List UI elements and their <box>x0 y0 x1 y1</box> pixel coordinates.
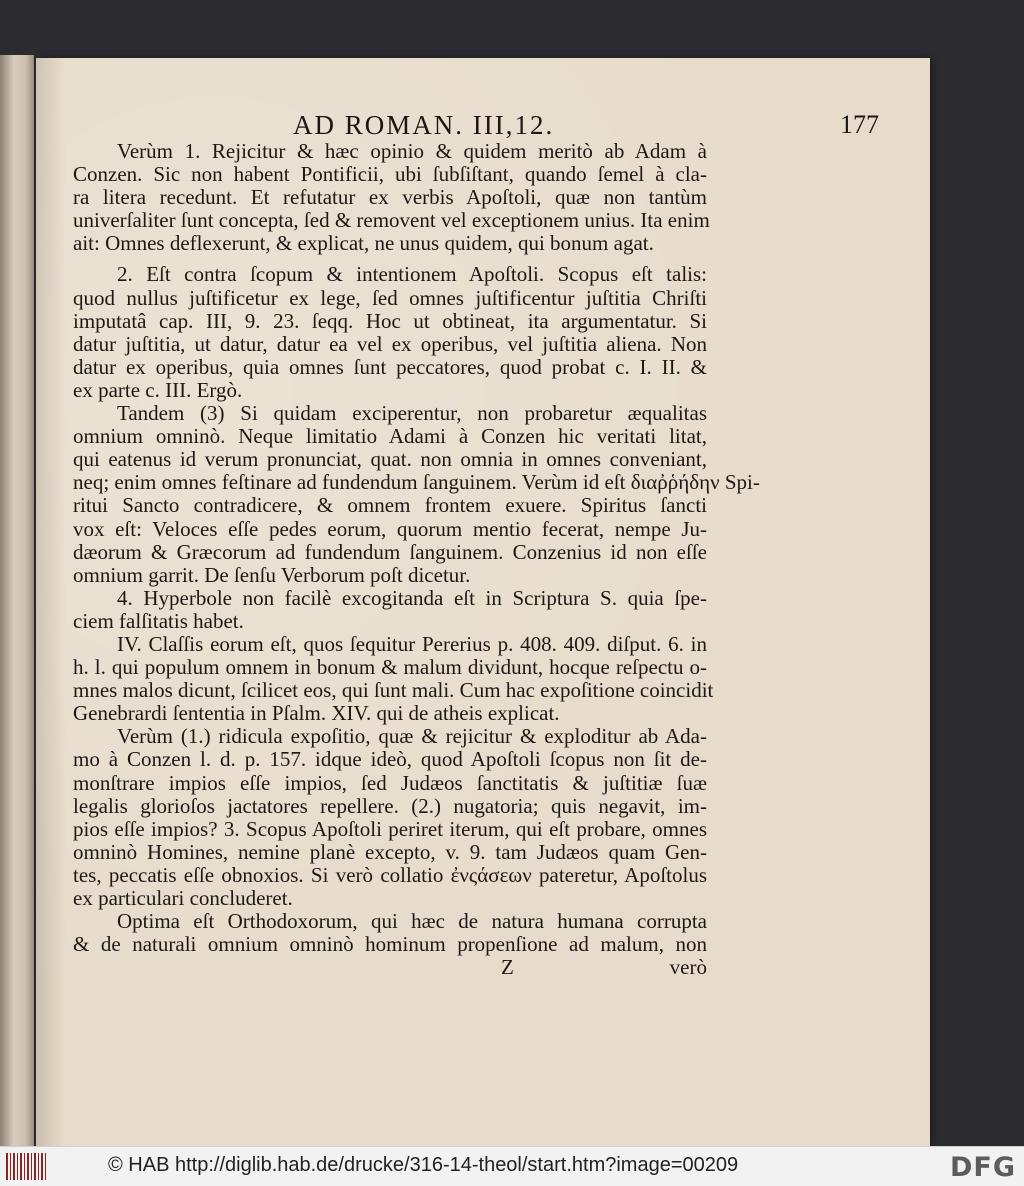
paragraph <box>73 587 707 633</box>
signature-mark: Z <box>501 955 514 980</box>
catchword-row <box>73 956 707 982</box>
footer-copyright-url[interactable]: © HAB http://diglib.hab.de/drucke/316-14-theol/start.htm?image=00209 <box>108 1154 739 1176</box>
text-line: Tandem (3) Si quidam exciperentur, non probaretur æqualitas <box>117 401 707 426</box>
book-page <box>36 58 930 1146</box>
text-line: Optima eſt Orthodoxorum, qui hæc de natura humana corrupta <box>117 909 707 934</box>
catchword: verò <box>669 955 707 980</box>
text-line: ait: Omnes deflexerunt, & explicat, ne unus quidem, qui bonum agat. <box>73 231 654 256</box>
text-line: ex parte c. III. Ergò. <box>73 377 243 402</box>
text-line: datur ex operibus, quia omnes ſunt peccatores, quod probat c. I. II. & <box>73 354 707 379</box>
text-line: imputatâ cap. III, 9. 23. ſeqq. Hoc ut obtineat, ita argumentatur. Si <box>73 308 707 333</box>
dfg-logo: DFG <box>949 1152 1016 1183</box>
text-line: ex particulari concluderet. <box>73 886 293 910</box>
text-line: Verùm (1.) ridicula expoſitio, quæ & rejicitur & exploditur ab Ada- <box>117 724 707 749</box>
text-line: legalis glorioſos jactatores repellere. (2.) nugatoria; quis negavit, im- <box>73 793 707 818</box>
text-line: dæorum & Græcorum ad fundendum ſanguinem. Conzenius id non eſſe <box>73 539 707 564</box>
text-line: ritui Sancto contradicere, & omnem frontem exuere. Spiritus ſancti <box>73 493 707 518</box>
header-title: AD ROMAN. III,12. <box>293 110 555 140</box>
running-head <box>255 110 885 142</box>
text-line: datur juſtitia, ut datur, datur ea vel ex operibus, vel juſtitia aliena. Non <box>73 331 707 356</box>
text-line: pios eſſe impios? 3. Scopus Apoſtoli periret iterum, qui eſt probare, omnes <box>73 816 707 841</box>
text-line: mnes malos dicunt, ſcilicet eos, qui ſunt mali. Cum hac expoſitione coincidit <box>73 678 714 703</box>
text-line: Verùm 1. Rejicitur & hæc opinio & quidem meritò ab Adam à <box>117 139 707 163</box>
text-line: tes, peccatis eſſe obnoxios. Si verò collatio ἐνςάσεων pateretur, Apoſtolus <box>73 862 707 887</box>
text-line: qui eatenus id verum pronunciat, quat. non omnia in omnes conveniant, <box>73 447 707 472</box>
text-line: omninò Homines, nemine planè excepto, v. 9. tam Judæos quam Gen- <box>73 839 707 864</box>
text-line: & de naturali omnium omninò hominum propenſione ad malum, non <box>73 932 707 957</box>
text-line: omnium omninò. Neque limitatio Adami à Conzen hic veritati litat, <box>73 424 707 449</box>
page-number: 177 <box>840 110 879 139</box>
text-line: Genebrardi ſententia in Pſalm. XIV. qui de atheis explicat. <box>73 701 560 726</box>
text-line: h. l. qui populum omnem in bonum & malum dividunt, hocque reſpectu o- <box>73 655 707 680</box>
paragraph <box>73 910 707 956</box>
text-body <box>73 139 760 982</box>
previous-page-edge <box>0 55 34 1146</box>
text-line: quod nullus juſtificetur ex lege, ſed omnes juſtificentur juſtitia Chriſti <box>73 285 707 310</box>
paragraph <box>73 139 710 256</box>
paragraph <box>73 401 760 587</box>
text-line: ra litera recedunt. Et refutatur ex verbis Apoſtoli, quæ non tantùm <box>73 185 707 210</box>
footer-bar <box>0 1146 1024 1186</box>
paragraph <box>73 631 714 726</box>
text-line: neq; enim omnes feſtinare ad fundendum ſanguinem. Verùm id eſt διαῤῥήδην Spi- <box>73 470 760 495</box>
text-line: vox eſt: Veloces eſſe pedes eorum, quorum mentio fecerat, nempe Ju- <box>73 516 707 541</box>
text-line: 4. Hyperbole non facilè excogitanda eſt in Scriptura S. quia ſpe- <box>117 585 707 610</box>
text-line: monſtrare impios eſſe impios, ſed Judæos ſanctitatis & juſtitiæ ſuæ <box>73 770 707 795</box>
text-line: univerſaliter ſunt concepta, ſed & removent vel exceptionem unius. Ita enim <box>73 208 710 233</box>
paragraph <box>73 263 707 402</box>
text-line: omnium garrit. De ſenſu Verborum poſt dicetur. <box>73 562 471 587</box>
text-line: 2. Eſt contra ſcopum & intentionem Apoſtoli. Scopus eſt talis: <box>117 262 707 287</box>
text-line: mo à Conzen l. d. p. 157. idque ideò, quod Apoſtoli ſcopus non ſit de- <box>73 747 707 772</box>
text-line: Conzen. Sic non habent Pontificii, ubi ſubſiſtant, quando ſemel à cla- <box>73 162 707 187</box>
paragraph <box>73 725 707 910</box>
text-line: ciem falſitatis habet. <box>73 608 244 633</box>
library-barcode-icon <box>6 1153 46 1180</box>
text-line: IV. Claſſis eorum eſt, quos ſequitur Pererius p. 408. 409. diſput. 6. in <box>117 631 707 656</box>
